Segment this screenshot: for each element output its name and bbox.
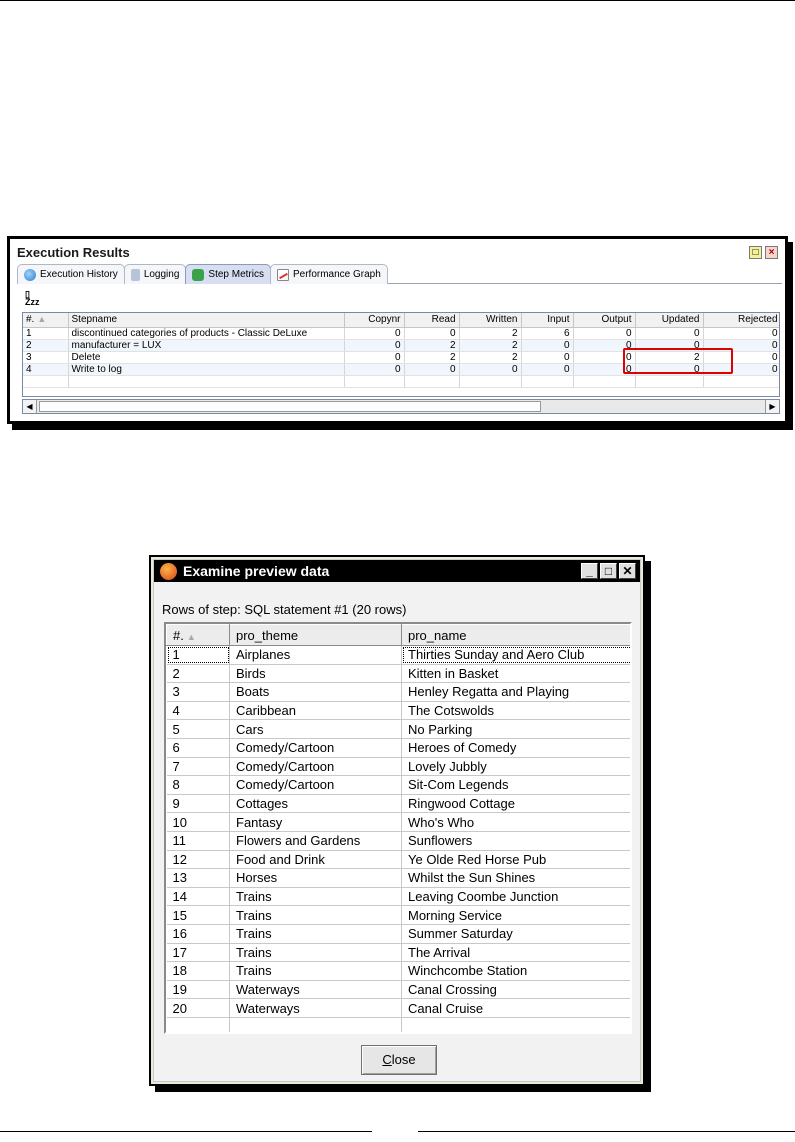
metrics-cell: 2 [459, 351, 521, 363]
preview-dialog [149, 555, 645, 1086]
metrics-cell: 4 [23, 363, 68, 375]
preview-row[interactable] [167, 850, 633, 869]
close-icon[interactable]: × [765, 246, 778, 259]
preview-cell: Morning Service [402, 906, 633, 925]
preview-cell: Comedy/Cartoon [230, 776, 402, 795]
metrics-cell: 0 [573, 351, 635, 363]
preview-cell: Horses [230, 869, 402, 888]
horizontal-scrollbar[interactable] [22, 399, 780, 414]
performance-graph-icon [277, 269, 289, 281]
tab-performance-graph[interactable]: Performance Graph [270, 264, 388, 284]
metrics-cell: discontinued categories of products - Classic DeLuxe [68, 327, 344, 339]
metrics-cell: 0 [573, 327, 635, 339]
preview-cell: Summer Saturday [402, 924, 633, 943]
updated-value-highlight [623, 348, 733, 374]
page-bottom-rule [0, 1131, 372, 1132]
preview-cell: Leaving Coombe Junction [402, 887, 633, 906]
preview-cell: 20 [167, 999, 230, 1018]
dialog-title: Examine preview data [183, 563, 330, 579]
column-header[interactable]: Stepname [68, 313, 344, 327]
metrics-cell: 0 [703, 351, 780, 363]
metrics-cell: Write to log [68, 363, 344, 375]
rows-label: Rows of step: SQL statement #1 (20 rows) [162, 602, 407, 617]
preview-cell: 8 [167, 776, 230, 795]
preview-grid [164, 622, 632, 1034]
preview-cell: 3 [167, 683, 230, 702]
preview-row[interactable] [167, 646, 633, 665]
preview-row[interactable] [167, 683, 633, 702]
preview-cell: 4 [167, 701, 230, 720]
metrics-cell: 0 [404, 363, 459, 375]
metrics-cell: 0 [635, 327, 703, 339]
preview-cell: Henley Regatta and Playing [402, 683, 633, 702]
metrics-cell: 6 [521, 327, 573, 339]
column-header[interactable]: pro_theme [230, 625, 402, 646]
maximize-icon[interactable]: □ [600, 563, 617, 579]
metrics-cell: 0 [344, 363, 404, 375]
preview-cell: The Cotswolds [402, 701, 633, 720]
metrics-cell: 2 [459, 339, 521, 351]
preview-cell: Flowers and Gardens [230, 831, 402, 850]
preview-row[interactable] [167, 980, 633, 999]
metrics-row[interactable] [23, 327, 780, 339]
preview-cell: Waterways [230, 999, 402, 1018]
metrics-cell: 0 [521, 339, 573, 351]
preview-cell: Fantasy [230, 813, 402, 832]
preview-cell: Trains [230, 962, 402, 981]
preview-cell: Canal Cruise [402, 999, 633, 1018]
execution-results-panel [7, 236, 788, 424]
metrics-cell: 0 [521, 363, 573, 375]
tab-step-metrics[interactable]: Step Metrics [185, 264, 271, 284]
scroll-left-icon[interactable]: ◀ [23, 400, 37, 413]
preview-cell: Kitten in Basket [402, 664, 633, 683]
metrics-cell: 2 [404, 339, 459, 351]
preview-cell: 10 [167, 813, 230, 832]
preview-row[interactable] [167, 738, 633, 757]
column-header[interactable]: Input [521, 313, 573, 327]
preview-cell: Ringwood Cottage [402, 794, 633, 813]
column-header[interactable]: pro_name [402, 625, 633, 646]
minimize-icon[interactable]: _ [581, 563, 598, 579]
metrics-cell: manufacturer = LUX [68, 339, 344, 351]
preview-cell: Trains [230, 943, 402, 962]
preview-row[interactable] [167, 813, 633, 832]
preview-header-row [167, 625, 633, 646]
preview-row[interactable] [167, 776, 633, 795]
preview-cell: Trains [230, 887, 402, 906]
results-tabs [17, 264, 782, 284]
metrics-cell: 0 [703, 339, 780, 351]
preview-cell: Airplanes [230, 646, 402, 665]
preview-cell: 16 [167, 924, 230, 943]
metrics-cell: 0 [635, 363, 703, 375]
maximize-icon[interactable]: □ [749, 246, 762, 259]
preview-cell: 5 [167, 720, 230, 739]
metrics-cell: 2 [635, 351, 703, 363]
metrics-row-empty [23, 375, 780, 387]
preview-cell: 14 [167, 887, 230, 906]
column-header[interactable]: #. ▲ [23, 313, 68, 327]
preview-cell: 1 [167, 646, 230, 665]
preview-cell: Cottages [230, 794, 402, 813]
column-header[interactable]: #. ▲ [167, 625, 230, 646]
column-header[interactable]: Updated [635, 313, 703, 327]
preview-cell: 9 [167, 794, 230, 813]
tab-logging[interactable]: Logging [124, 264, 187, 284]
preview-cell: Sunflowers [402, 831, 633, 850]
column-header[interactable]: Read [404, 313, 459, 327]
column-header[interactable]: Rejected [703, 313, 780, 327]
preview-row[interactable] [167, 831, 633, 850]
preview-cell: Caribbean [230, 701, 402, 720]
page-bottom-rule [418, 1131, 795, 1132]
metrics-cell: 0 [703, 327, 780, 339]
column-header[interactable]: Written [459, 313, 521, 327]
preview-row[interactable] [167, 794, 633, 813]
preview-cell: Birds [230, 664, 402, 683]
metrics-cell: Delete [68, 351, 344, 363]
preview-row[interactable] [167, 887, 633, 906]
preview-cell: 13 [167, 869, 230, 888]
metrics-cell: 2 [404, 351, 459, 363]
preview-row-empty [167, 1017, 633, 1034]
page-top-rule [0, 0, 795, 1]
preview-row[interactable] [167, 869, 633, 888]
preview-cell: 19 [167, 980, 230, 999]
preview-row[interactable] [167, 962, 633, 981]
metrics-cell: 0 [703, 363, 780, 375]
preview-cell: Comedy/Cartoon [230, 738, 402, 757]
metrics-cell: 0 [344, 339, 404, 351]
logging-icon [131, 269, 140, 281]
step-metrics-icon [192, 269, 204, 281]
tab-execution-history[interactable]: Execution History [17, 264, 125, 284]
preview-cell: Waterways [230, 980, 402, 999]
preview-row[interactable] [167, 664, 633, 683]
metrics-cell: 0 [459, 363, 521, 375]
metrics-cell: 0 [573, 363, 635, 375]
metrics-cell: 0 [344, 351, 404, 363]
metrics-cell: 2 [23, 339, 68, 351]
preview-row[interactable] [167, 924, 633, 943]
preview-cell: Thirties Sunday and Aero Club [402, 646, 633, 665]
close-icon[interactable]: ✕ [619, 563, 636, 579]
app-icon [160, 563, 177, 580]
column-header[interactable]: Output [573, 313, 635, 327]
preview-cell: Food and Drink [230, 850, 402, 869]
preview-row[interactable] [167, 720, 633, 739]
metrics-cell: 1 [23, 327, 68, 339]
preview-cell: Ye Olde Red Horse Pub [402, 850, 633, 869]
execution-results-title: Execution Results [17, 245, 130, 260]
metrics-cell: 3 [23, 351, 68, 363]
preview-cell: Winchcombe Station [402, 962, 633, 981]
preview-cell: 11 [167, 831, 230, 850]
preview-cell: Sit-Com Legends [402, 776, 633, 795]
preview-cell: Cars [230, 720, 402, 739]
preview-cell: 12 [167, 850, 230, 869]
preview-cell: Canal Crossing [402, 980, 633, 999]
preview-row[interactable] [167, 701, 633, 720]
preview-cell: The Arrival [402, 943, 633, 962]
preview-cell: 15 [167, 906, 230, 925]
metrics-cell: 0 [573, 339, 635, 351]
preview-cell: 2 [167, 664, 230, 683]
preview-cell: Lovely Jubbly [402, 757, 633, 776]
preview-cell: Whilst the Sun Shines [402, 869, 633, 888]
preview-cell: No Parking [402, 720, 633, 739]
preview-cell: 18 [167, 962, 230, 981]
preview-cell: 6 [167, 738, 230, 757]
scrollbar-thumb[interactable] [39, 401, 541, 412]
history-icon [24, 269, 36, 281]
preview-row[interactable] [167, 757, 633, 776]
metrics-cell: 0 [344, 327, 404, 339]
preview-cell: Comedy/Cartoon [230, 757, 402, 776]
preview-row[interactable] [167, 906, 633, 925]
preview-row[interactable] [167, 999, 633, 1018]
preview-cell: Trains [230, 924, 402, 943]
metrics-cell: 2 [459, 327, 521, 339]
preview-cell: 7 [167, 757, 230, 776]
scroll-right-icon[interactable]: ▶ [765, 400, 779, 413]
preview-cell: Who's Who [402, 813, 633, 832]
preview-cell: Boats [230, 683, 402, 702]
preview-row[interactable] [167, 943, 633, 962]
metrics-cell: 0 [635, 339, 703, 351]
metrics-cell: 0 [521, 351, 573, 363]
column-header[interactable]: Copynr [344, 313, 404, 327]
metrics-header-row [23, 313, 780, 327]
preview-cell: Trains [230, 906, 402, 925]
dialog-title-bar[interactable] [154, 560, 640, 582]
preview-cell: Heroes of Comedy [402, 738, 633, 757]
metrics-cell: 0 [404, 327, 459, 339]
sleep-icon[interactable]: ▯ Zzz [25, 289, 40, 307]
preview-cell: 17 [167, 943, 230, 962]
close-button[interactable]: Close [361, 1045, 437, 1075]
